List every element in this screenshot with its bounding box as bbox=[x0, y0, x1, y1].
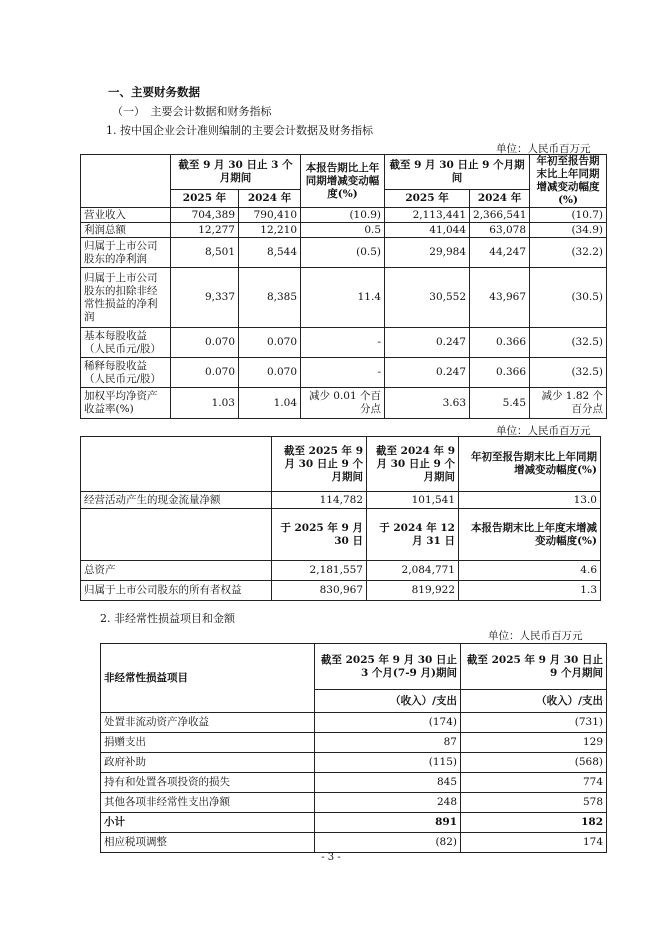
unit-label-2: 单位：人民币百万元 bbox=[496, 425, 591, 437]
row-label: 利润总额 bbox=[81, 223, 171, 238]
cell: 87 bbox=[315, 733, 461, 753]
row-label: 归属于上市公司股东的所有者权益 bbox=[81, 581, 272, 601]
cell: (10.9) bbox=[301, 208, 385, 223]
cell: (32.2) bbox=[530, 238, 607, 268]
table-row bbox=[101, 713, 607, 733]
row-label: 持有和处置各项投资的损失 bbox=[101, 773, 315, 793]
table-row bbox=[101, 773, 607, 793]
cell: (174) bbox=[315, 713, 461, 733]
table-row bbox=[81, 581, 601, 601]
cell: 0.070 bbox=[171, 358, 239, 388]
header-item: 非经常性损益项目 bbox=[101, 644, 315, 713]
table-row bbox=[81, 492, 601, 509]
row-label: 加权平均净资产收益率(%) bbox=[81, 388, 171, 419]
cell: 248 bbox=[315, 793, 461, 813]
row-label: 捐赠支出 bbox=[101, 733, 315, 753]
cell: 845 bbox=[315, 773, 461, 793]
table-row bbox=[81, 223, 607, 238]
header-change-9m: 年初至报告期末比上年同期增减变动幅度(%) bbox=[530, 155, 607, 208]
row-label: 政府补助 bbox=[101, 753, 315, 773]
table-row bbox=[81, 561, 601, 581]
cell: 13.0 bbox=[459, 492, 601, 509]
header-2025-09-30: 于 2025 年 9 月 30 日 bbox=[272, 509, 367, 561]
cell: 0.247 bbox=[385, 358, 470, 388]
header-9m: 截至 9 月 30 日止 9 个月期间 bbox=[385, 155, 530, 190]
cell: 2,181,557 bbox=[272, 561, 367, 581]
cell: 790,410 bbox=[239, 208, 301, 223]
cell: 5.45 bbox=[470, 388, 530, 419]
cell: 12,277 bbox=[171, 223, 239, 238]
cell: (32.5) bbox=[530, 358, 607, 388]
table-row bbox=[101, 793, 607, 813]
header-change-9m: 年初至报告期末比上年同期增减变动幅度(%) bbox=[459, 437, 601, 492]
cell: 704,389 bbox=[171, 208, 239, 223]
header-blank bbox=[81, 437, 272, 492]
table-row bbox=[81, 358, 607, 388]
header-9m-2025: 截至 2025 年 9 月 30 日止 9 个月期间 bbox=[272, 437, 367, 492]
cell: 3.63 bbox=[385, 388, 470, 419]
header-q3: 截至 2025 年 9 月 30 日止 3 个月(7-9 月)期间 bbox=[315, 644, 461, 690]
cell: 0.070 bbox=[239, 328, 301, 358]
cell: 41,044 bbox=[385, 223, 470, 238]
cashflow-assets-table bbox=[80, 436, 601, 601]
table3-caption: 2. 非经常性损益项目和金额 bbox=[100, 612, 235, 625]
cell: (34.9) bbox=[530, 223, 607, 238]
cell: - bbox=[301, 328, 385, 358]
header-2025: 2025 年 bbox=[385, 190, 470, 208]
cell: (115) bbox=[315, 753, 461, 773]
header-blank bbox=[81, 155, 171, 208]
cell: 174 bbox=[461, 833, 607, 853]
cell: 12,210 bbox=[239, 223, 301, 238]
row-label: 总资产 bbox=[81, 561, 272, 581]
row-label: 处置非流动资产净收益 bbox=[101, 713, 315, 733]
table-row bbox=[101, 833, 607, 853]
cell: 830,967 bbox=[272, 581, 367, 601]
cell: - bbox=[301, 358, 385, 388]
cell: 0.366 bbox=[470, 328, 530, 358]
cell: 182 bbox=[461, 813, 607, 833]
cell: 2,084,771 bbox=[367, 561, 459, 581]
table-row bbox=[81, 388, 607, 419]
header-9m: 截至 2025 年 9 月 30 日止 9 个月期间 bbox=[461, 644, 607, 690]
cell: 1.04 bbox=[239, 388, 301, 419]
table-row bbox=[101, 753, 607, 773]
cell: 774 bbox=[461, 773, 607, 793]
cell: 63,078 bbox=[470, 223, 530, 238]
cell: (82) bbox=[315, 833, 461, 853]
cell: (0.5) bbox=[301, 238, 385, 268]
header-9m-2024: 截至 2024 年 9 月 30 日止 9 个月期间 bbox=[367, 437, 459, 492]
cell: 4.6 bbox=[459, 561, 601, 581]
section-heading: 一、主要财务数据 bbox=[108, 85, 200, 99]
header-blank bbox=[81, 509, 272, 561]
unit-label-3: 单位：人民币百万元 bbox=[488, 630, 583, 642]
cell: 11.4 bbox=[301, 268, 385, 328]
cell: (568) bbox=[461, 753, 607, 773]
cell: 0.5 bbox=[301, 223, 385, 238]
header-q3: 截至 9 月 30 日止 3 个月期间 bbox=[171, 155, 301, 190]
cell: 44,247 bbox=[470, 238, 530, 268]
cell: (30.5) bbox=[530, 268, 607, 328]
subsection-heading: （一） 主要会计数据和财务指标 bbox=[112, 105, 272, 118]
cell: (10.7) bbox=[530, 208, 607, 223]
cell: 8,501 bbox=[171, 238, 239, 268]
header-change-q3: 本报告期比上年同期增减变动幅度(%) bbox=[301, 155, 385, 208]
cell: (32.5) bbox=[530, 328, 607, 358]
header-2024-12-31: 于 2024 年 12 月 31 日 bbox=[367, 509, 459, 561]
page-number: - 3 - bbox=[321, 852, 341, 863]
cell: 1.03 bbox=[171, 388, 239, 419]
cell: 9,337 bbox=[171, 268, 239, 328]
cell: 2,113,441 bbox=[385, 208, 470, 223]
row-label: 经营活动产生的现金流量净额 bbox=[81, 492, 272, 509]
cell: 减少 1.82 个百分点 bbox=[530, 388, 607, 419]
cell: 减少 0.01 个百分点 bbox=[301, 388, 385, 419]
cell: 114,782 bbox=[272, 492, 367, 509]
cell: 43,967 bbox=[470, 268, 530, 328]
cell: 30,552 bbox=[385, 268, 470, 328]
cell: 0.247 bbox=[385, 328, 470, 358]
cell: 0.070 bbox=[239, 358, 301, 388]
cell: 578 bbox=[461, 793, 607, 813]
cell: 1.3 bbox=[459, 581, 601, 601]
cell: (731) bbox=[461, 713, 607, 733]
header-income-expense: （收入）/支出 bbox=[315, 690, 461, 713]
header-change-period-end: 本报告期末比上年度末增减变动幅度(%) bbox=[459, 509, 601, 561]
cell: 29,984 bbox=[385, 238, 470, 268]
header-2024: 2024 年 bbox=[239, 190, 301, 208]
row-label: 其他各项非经常性支出净额 bbox=[101, 793, 315, 813]
subtotal-row bbox=[101, 813, 607, 833]
header-2024: 2024 年 bbox=[470, 190, 530, 208]
table-row bbox=[81, 328, 607, 358]
table-row bbox=[81, 238, 607, 268]
table1-caption: 1. 按中国企业会计准则编制的主要会计数据及财务指标 bbox=[106, 124, 373, 137]
non-recurring-items-table bbox=[100, 643, 607, 853]
row-label: 基本每股收益（人民币元/股） bbox=[81, 328, 171, 358]
header-income-expense: （收入）/支出 bbox=[461, 690, 607, 713]
table-row bbox=[101, 733, 607, 753]
header-2025: 2025 年 bbox=[171, 190, 239, 208]
cell: 891 bbox=[315, 813, 461, 833]
row-label: 营业收入 bbox=[81, 208, 171, 223]
row-label: 小计 bbox=[101, 813, 315, 833]
cell: 0.366 bbox=[470, 358, 530, 388]
row-label: 归属于上市公司股东的净利润 bbox=[81, 238, 171, 268]
row-label: 归属于上市公司股东的扣除非经常性损益的净利润 bbox=[81, 268, 171, 328]
cell: 819,922 bbox=[367, 581, 459, 601]
financial-data-table bbox=[80, 154, 607, 419]
table-row bbox=[81, 208, 607, 223]
cell: 0.070 bbox=[171, 328, 239, 358]
cell: 8,544 bbox=[239, 238, 301, 268]
table-row bbox=[81, 268, 607, 328]
cell: 129 bbox=[461, 733, 607, 753]
row-label: 相应税项调整 bbox=[101, 833, 315, 853]
cell: 2,366,541 bbox=[470, 208, 530, 223]
cell: 101,541 bbox=[367, 492, 459, 509]
row-label: 稀释每股收益（人民币元/股） bbox=[81, 358, 171, 388]
cell: 8,385 bbox=[239, 268, 301, 328]
unit-label-1: 单位：人民币百万元 bbox=[496, 143, 591, 155]
